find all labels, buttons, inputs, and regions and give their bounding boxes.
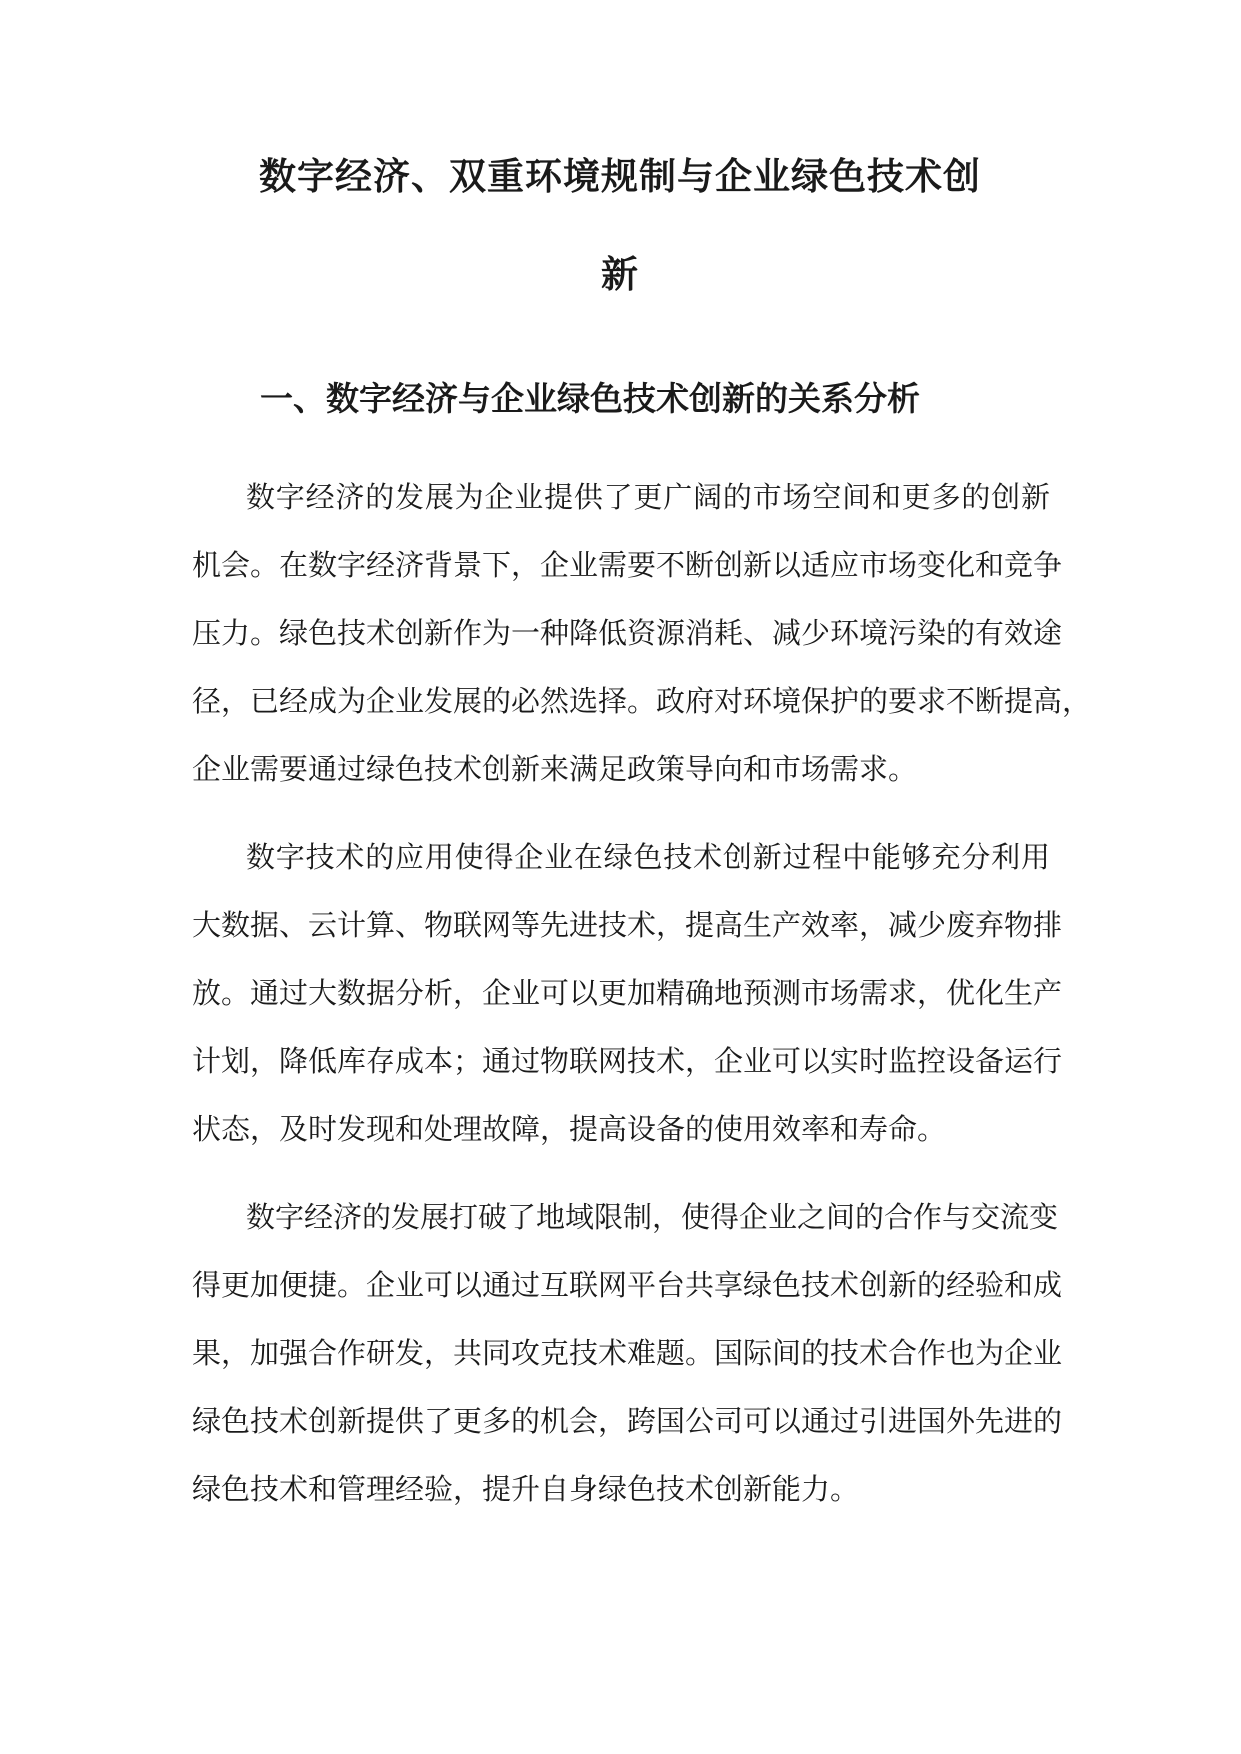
section-heading: 一、数字经济与企业绿色技术创新的关系分析	[260, 379, 920, 418]
body-line-text: 径，已经成为企业发展的必然选择。政府对环境保护的要求不断提高，	[192, 684, 1092, 718]
body-line-text: 状态，及时发现和处理故障，提高设备的使用效率和寿命。	[192, 1112, 947, 1146]
body-line-text: 压力。绿色技术创新作为一种降低资源消耗、减少环境污染的有效途	[192, 616, 1063, 650]
body-line-text: 机会。在数字经济背景下，企业需要不断创新以适应市场变化和竞争	[192, 548, 1063, 582]
body-line-text: 绿色技术和管理经验，提升自身绿色技术创新能力。	[192, 1472, 860, 1506]
body-line-text: 数字技术的应用使得企业在绿色技术创新过程中能够充分利用	[246, 840, 1051, 874]
body-line-text: 数字经济的发展为企业提供了更广阔的市场空间和更多的创新	[246, 480, 1051, 514]
body-line-text: 绿色技术创新提供了更多的机会，跨国公司可以通过引进国外先进的	[192, 1404, 1063, 1438]
body-line-text: 大数据、云计算、物联网等先进技术，提高生产效率，减少废弃物排	[192, 908, 1063, 942]
body-line-text: 果，加强合作研发，共同攻克技术难题。国际间的技术合作也为企业	[192, 1336, 1063, 1370]
body-line-text: 得更加便捷。企业可以通过互联网平台共享绿色技术创新的经验和成	[192, 1268, 1063, 1302]
body-line-text: 数字经济的发展打破了地域限制，使得企业之间的合作与交流变	[246, 1200, 1059, 1234]
body-line-text: 企业需要通过绿色技术创新来满足政策导向和市场需求。	[192, 752, 918, 786]
body-line-text: 计划，降低库存成本；通过物联网技术，企业可以实时监控设备运行	[192, 1044, 1063, 1078]
document-title-line-1: 数字经济、双重环境规制与企业绿色技术创	[259, 154, 981, 198]
document-title-line-2: 新	[601, 252, 639, 296]
body-line-text: 放。通过大数据分析，企业可以更加精确地预测市场需求，优化生产	[192, 976, 1063, 1010]
